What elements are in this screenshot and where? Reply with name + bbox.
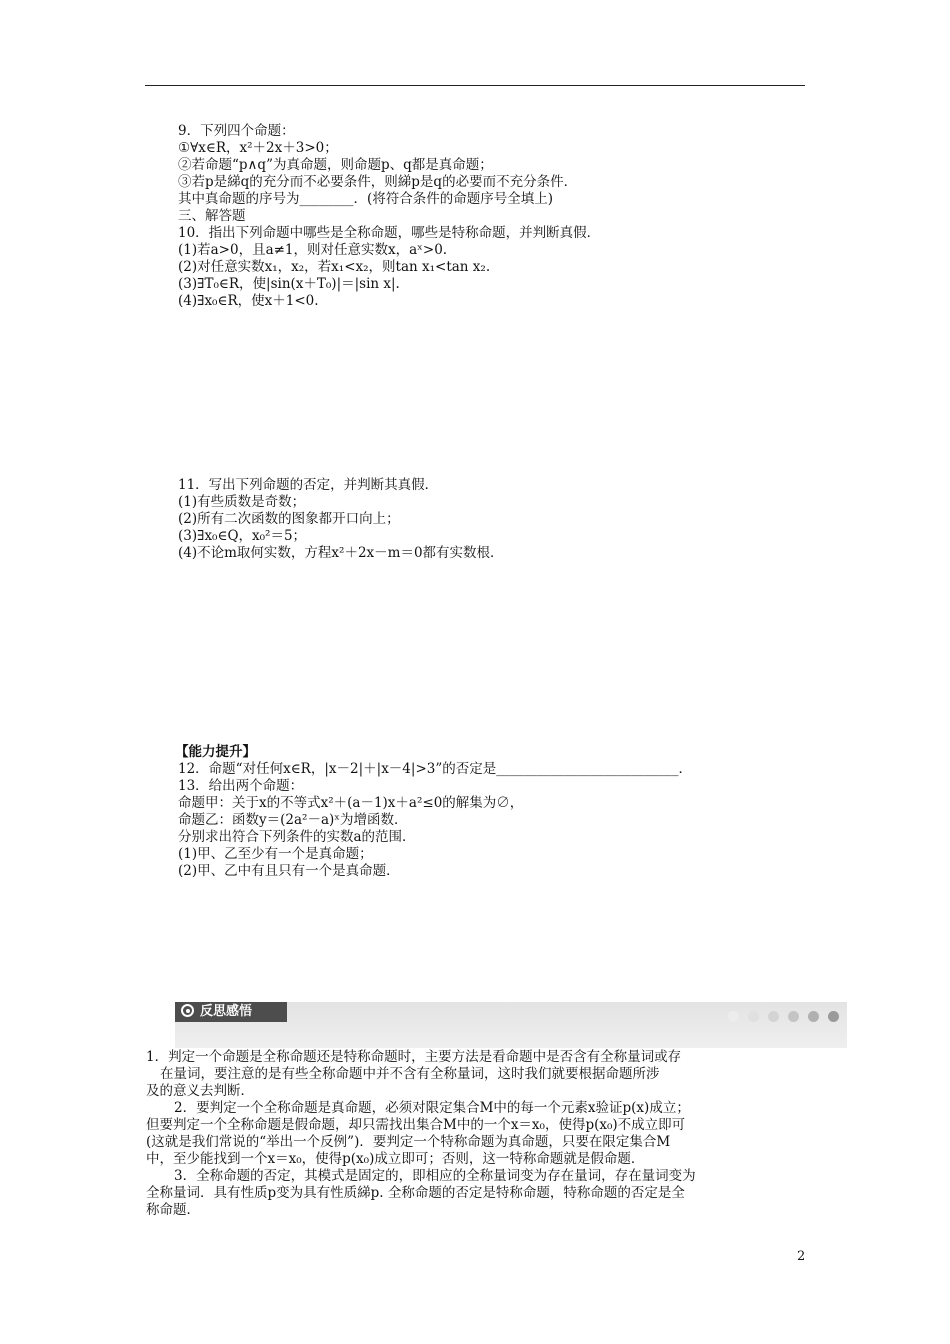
summary-line: 称命题． bbox=[146, 1202, 200, 1218]
q11-line: (4)不论m取何实数，方程x²＋2x－m＝0都有实数根． bbox=[178, 545, 504, 561]
q11-line: (2)所有二次函数的图象都开口向上； bbox=[178, 511, 400, 527]
q10-line: (1)若a>0，且a≠1，则对任意实数x，aˣ>0. bbox=[178, 242, 448, 258]
ability-line: 13．给出两个命题： bbox=[178, 778, 304, 794]
reflection-banner bbox=[175, 1002, 847, 1048]
question-10 bbox=[178, 225, 600, 310]
summary-line: 1．判定一个命题是全称命题还是特称命题时，主要方法是看命题中是否含有全称量词或存 bbox=[146, 1049, 682, 1065]
q11-line: (1)有些质数是奇数； bbox=[178, 494, 306, 510]
page-number: 2 bbox=[797, 1249, 806, 1264]
reflection-summary bbox=[146, 1049, 811, 1219]
summary-line: 但要判定一个全称命题是假命题，却只需找出集合M中的一个x＝x₀，使得p(x₀)不成立即可 bbox=[146, 1117, 686, 1133]
summary-line: 2．要判定一个全称命题是真命题，必须对限定集合M中的每一个元素x验证p(x)成立； bbox=[174, 1100, 690, 1116]
q10-line: (3)∃T₀∈R，使|sin(x＋T₀)|＝|sin x|. bbox=[178, 276, 400, 292]
target-circle-icon bbox=[181, 1004, 194, 1017]
summary-line: 全称量词．具有性质p变为具有性质綈p. 全称命题的否定是特称命题，特称命题的否定是全 bbox=[146, 1185, 685, 1201]
dot-icon bbox=[728, 1011, 739, 1022]
q11-line: 11．写出下列命题的否定，并判断其真假． bbox=[178, 477, 439, 493]
q9-line: 9．下列四个命题： bbox=[178, 123, 295, 139]
header-rule bbox=[145, 85, 805, 86]
summary-line: 3．全称命题的否定，其模式是固定的，即相应的全称量词变为存在量词，存在量词变为 bbox=[174, 1168, 696, 1184]
ability-line: 分别求出符合下列条件的实数a的范围． bbox=[178, 829, 416, 845]
question-9 bbox=[178, 123, 577, 225]
q9-line: ②若命题“p∧q”为真命题，则命题p、q都是真命题； bbox=[178, 157, 493, 173]
q9-line: 其中真命题的序号为________．(将符合条件的命题序号全填上) bbox=[178, 191, 554, 207]
q9-line: ①∀x∈R，x²＋2x＋3>0； bbox=[178, 140, 338, 156]
reflection-label bbox=[175, 1002, 287, 1022]
reflection-label-text: 反思感悟 bbox=[200, 1004, 253, 1019]
ability-section bbox=[175, 744, 692, 880]
dot-icon bbox=[748, 1011, 759, 1022]
ability-line: (1)甲、乙至少有一个是真命题； bbox=[178, 846, 373, 862]
q10-line: (2)对任意实数x₁，x₂，若x₁<x₂，则tan x₁<tan x₂. bbox=[178, 259, 491, 275]
ability-line: 12．命题“对任何x∈R，|x－2|＋|x－4|>3”的否定是___________________________． bbox=[178, 761, 693, 777]
dot-icon bbox=[788, 1011, 799, 1022]
dot-icon bbox=[828, 1011, 839, 1022]
ability-line: (2)甲、乙中有且只有一个是真命题． bbox=[178, 863, 400, 879]
section-3-title: 三、解答题 bbox=[178, 208, 246, 224]
summary-line: (这就是我们常说的“举出一个反例”)．要判定一个特称命题为真命题，只要在限定集合M bbox=[146, 1134, 671, 1150]
ability-line: 命题甲：关于x的不等式x²＋(a－1)x＋a²≤0的解集为∅， bbox=[178, 795, 524, 811]
question-11 bbox=[178, 477, 504, 562]
q11-line: (3)∃x₀∈Q，x₀²＝5； bbox=[178, 528, 307, 544]
summary-line: 在量词，要注意的是有些全称命题中并不含有全称量词，这时我们就要根据命题所涉 bbox=[160, 1066, 660, 1082]
ability-title: 【能力提升】 bbox=[175, 744, 256, 760]
dot-icon bbox=[808, 1011, 819, 1022]
decorative-dots bbox=[719, 1007, 839, 1019]
dot-icon bbox=[768, 1011, 779, 1022]
ability-line: 命题乙：函数y＝(2a²－a)ˣ为增函数． bbox=[178, 812, 408, 828]
summary-line: 中，至少能找到一个x＝x₀，使得p(x₀)成立即可；否则，这一特称命题就是假命题． bbox=[146, 1151, 645, 1167]
q10-line: 10．指出下列命题中哪些是全称命题，哪些是特称命题，并判断真假． bbox=[178, 225, 601, 241]
summary-line: 及的意义去判断． bbox=[146, 1083, 254, 1099]
q9-line: ③若p是綈q的充分而不必要条件，则綈p是q的必要而不充分条件． bbox=[178, 174, 578, 190]
q10-line: (4)∃x₀∈R，使x＋1<0. bbox=[178, 293, 319, 309]
